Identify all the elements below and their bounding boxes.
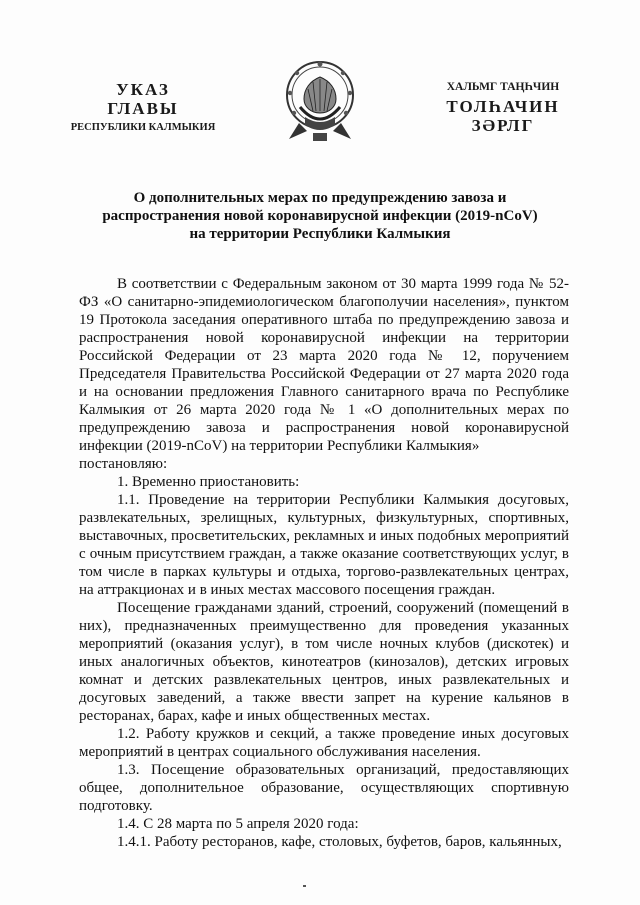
item-1-1-visits: Посещение гражданами зданий, строений, сооружений (помещений в них), предназначенных преимущественно для проведения указанных мероприятий (оказания услуг), в том числе ночных клубов (дискотек) и иных аналогичных объектов, кинотеатров (кинозалов), детских игровых комнат и детских развлекательных центров, иных развлекательных и досуговых заведений, а также ввести запрет на курение кальянов в ресторанах, барах, кафе и иных общественных местах. [79, 600, 569, 724]
header-right-line3: ЗӘРЛГ [471, 116, 535, 135]
title-line-2: распространения новой коронавирусной инфекции (2019-nCoV) [102, 208, 538, 224]
decree-body [79, 275, 569, 851]
item-1: 1. Временно приостановить: [117, 474, 300, 490]
header-right-line2: ТОЛҺАЧИН [446, 97, 560, 116]
header-left-line2: ГЛАВЫ [107, 99, 179, 118]
kalmykia-coat-of-arms-icon [277, 55, 363, 147]
header-left-line3: РЕСПУБЛИКИ КАЛМЫКИЯ [70, 122, 216, 133]
preamble-paragraph: В соответствии с Федеральным законом от 30 марта 1999 года № 52-ФЗ «О санитарно-эпидемиологическом благополучии населения», пунктом 19 Протокола заседания оперативного штаба по предупреждению завоза и распространения новой коронавирусной инфекции на территории Российской Федерации от 23 марта 2020 года № 12, поручением Председателя Правительства Российской Федерации от 27 марта 2020 года и на основании предложения Главного санитарного врача по Республике Калмыкия от 26 марта 2020 года № 1 «О дополнительных мерах по предупреждению завоза и распространения новой коронавирусной инфекции (2019-nCoV) на территории Республики Калмыкия» [79, 276, 569, 454]
title-line-1: О дополнительных мерах по предупреждению завоза и [133, 190, 507, 206]
item-1-4: 1.4. С 28 марта по 5 апреля 2020 года: [117, 816, 359, 832]
decree-header-russian [48, 80, 238, 135]
header-left-line1: УКАЗ [116, 80, 170, 99]
item-1-4-1: 1.4.1. Работу ресторанов, кафе, столовых, буфетов, баров, кальянных, [117, 834, 562, 850]
scan-speck [303, 885, 306, 887]
resolve-word: постановляю: [79, 456, 168, 472]
decree-title [80, 189, 560, 243]
header-right-line1: ХАЛЬМГ ТАҢҺЧИН [446, 81, 560, 93]
item-1-1: 1.1. Проведение на территории Республики Калмыкия досуговых, развлекательных, зрелищных, культурных, физкультурных, спортивных, выставочных, просветительских, рекламных и иных подобных мероприятий с очным присутствием граждан, а также оказание соответствующих услуг, в том числе в парках культуры и отдыха, торгово-развлекательных центрах, на аттракционах и в иных местах массового посещения граждан. [79, 492, 569, 598]
title-line-3: на территории Республики Калмыкия [189, 226, 451, 242]
decree-header-kalmyk [398, 80, 608, 135]
item-1-2: 1.2. Работу кружков и секций, а также проведение иных досуговых мероприятий в центрах социального обслуживания населения. [79, 726, 569, 760]
item-1-3: 1.3. Посещение образовательных организаций, предоставляющих общее, дополнительное образование, осуществляющих спортивную подготовку. [79, 762, 569, 814]
